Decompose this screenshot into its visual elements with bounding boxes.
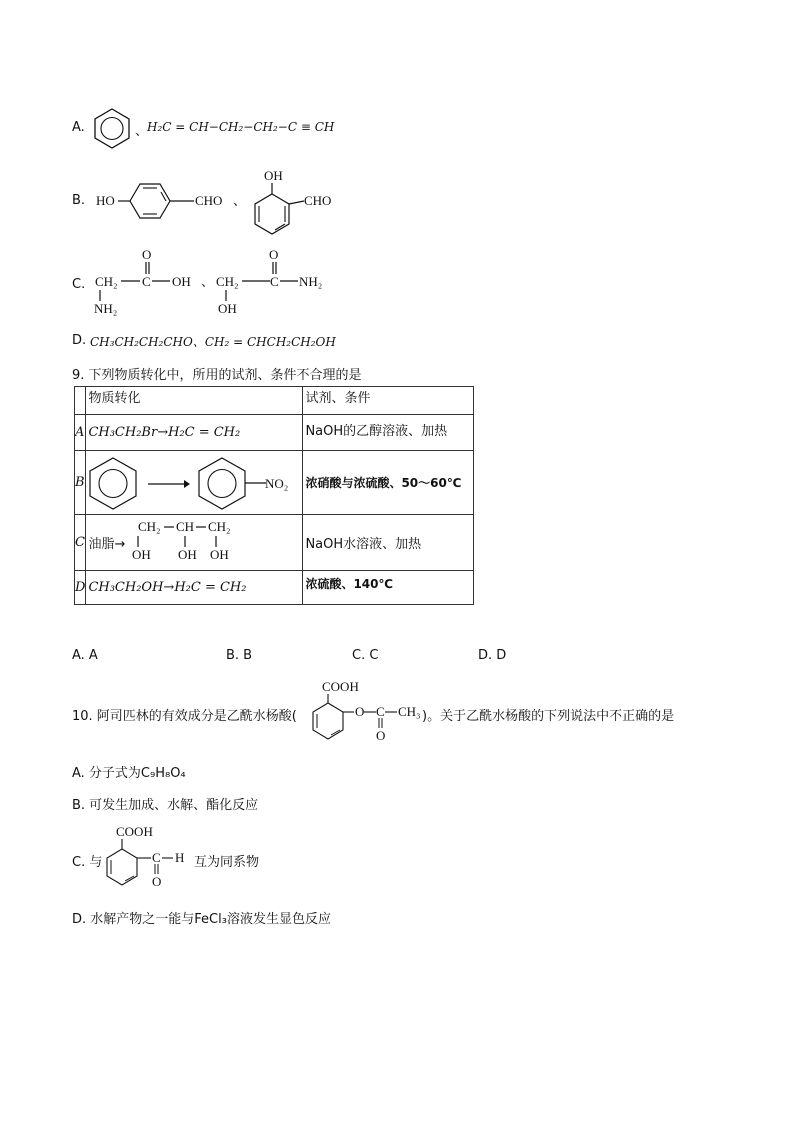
- option-c-structure: [100, 824, 192, 892]
- q10-question-pre: 10. 阿司匹林的有效成分是乙酰水杨酸(: [72, 709, 297, 724]
- row-key: C: [75, 515, 86, 571]
- table-header-row: [75, 387, 474, 415]
- table-row: [75, 571, 474, 605]
- option-d-formula: CH₃CH₂CH₂CHO、CH₂ = CHCH₂CH₂OH: [90, 335, 336, 349]
- nh2-text: NH₂: [94, 301, 118, 316]
- q10-question-post: )。关于乙酰水杨酸的下列说法中不正确的是: [422, 709, 675, 724]
- svg-text:CH: CH: [176, 519, 195, 534]
- option-label: A.: [72, 120, 85, 135]
- q10-option-b: B. 可发生加成、水解、酯化反应: [72, 798, 259, 813]
- table-row: [75, 515, 474, 571]
- q10-option-d: D. 水解产物之一能与FeCl₃溶液发生显色反应: [72, 912, 331, 927]
- option-c: C. C: [352, 648, 379, 663]
- row-key: D: [75, 571, 86, 605]
- option-c-structures: [88, 246, 338, 318]
- ho-text: HO: [96, 193, 115, 208]
- option-label: D.: [72, 333, 87, 348]
- nh2-text: NH₂: [299, 274, 323, 289]
- svg-text:O: O: [355, 704, 365, 719]
- table-row: [75, 415, 474, 451]
- row-key: B: [75, 451, 86, 515]
- row-key: A: [75, 415, 86, 451]
- svg-text:CH₂: CH₂: [138, 519, 162, 534]
- option-d: D. D: [478, 648, 507, 663]
- o-text: O: [142, 247, 152, 262]
- header-condition: 试剂、条件: [303, 387, 474, 415]
- row-condition: 浓硝酸与浓硫酸、50～60℃: [303, 451, 474, 515]
- nitration-diagram: [86, 453, 300, 513]
- q9-question: 9. 下列物质转化中，所用的试剂、条件不合理的是: [72, 368, 362, 383]
- svg-text:H: H: [175, 850, 185, 865]
- q9-table: [74, 386, 474, 605]
- option-a: A. A: [72, 648, 98, 663]
- aspirin-structure: [306, 678, 426, 744]
- glycerol-diagram: [130, 517, 240, 569]
- option-label: C.: [72, 277, 86, 292]
- ch2-text: CH₂: [95, 274, 118, 289]
- table-row: [75, 451, 474, 515]
- o-text: O: [269, 247, 279, 262]
- svg-text:CH₂: CH₂: [208, 519, 232, 534]
- row-conversion: CH₃CH₂Br→H₂C = CH₂: [86, 415, 303, 451]
- cho-text: CHO: [195, 193, 223, 208]
- option-b: B. B: [226, 648, 253, 663]
- svg-text:CH₃: CH₃: [398, 704, 421, 719]
- c-text: C: [270, 274, 279, 289]
- option-c-post: 互为同系物: [194, 855, 260, 870]
- row-conversion: CH₃CH₂OH→H₂C = CH₂: [86, 571, 303, 605]
- row-condition: 浓硫酸、140℃: [303, 571, 474, 605]
- svg-text:OH: OH: [132, 547, 152, 562]
- svg-text:、: 、: [233, 193, 247, 208]
- cho-text: CHO: [304, 193, 332, 208]
- option-label: B.: [72, 193, 86, 208]
- row-condition: NaOH水溶液、加热: [303, 515, 474, 571]
- no2-text: NO₂: [265, 475, 289, 491]
- svg-text:OH: OH: [210, 547, 230, 562]
- oh-text: OH: [172, 274, 191, 289]
- oil-prefix: 油脂→: [88, 537, 126, 552]
- row-condition: NaOH的乙醇溶液、加热: [303, 415, 474, 451]
- c-text: C: [142, 274, 151, 289]
- svg-text:COOH: COOH: [322, 679, 359, 694]
- row-conversion: [86, 515, 303, 571]
- q10-option-a: A. 分子式为C₉H₈O₄: [72, 766, 186, 781]
- svg-text:、: 、: [201, 274, 215, 289]
- svg-text:O: O: [152, 874, 162, 889]
- svg-text:OH: OH: [178, 547, 198, 562]
- svg-text:O: O: [376, 728, 386, 743]
- header-conversion: 物质转化: [86, 387, 303, 415]
- option-b-structures: [92, 170, 342, 236]
- separator: 、: [135, 124, 149, 139]
- svg-text:COOH: COOH: [116, 824, 153, 839]
- oh-text: OH: [218, 301, 237, 316]
- ch2-text: CH₂: [216, 274, 239, 289]
- option-a-formula: H₂C = CH−CH₂−CH₂−C ≡ CH: [147, 120, 335, 134]
- svg-text:C: C: [152, 850, 161, 865]
- svg-text:C: C: [376, 704, 385, 719]
- row-conversion: [86, 451, 303, 515]
- oh-text: OH: [264, 170, 283, 183]
- benzene-ring-icon: [90, 106, 134, 150]
- option-c-pre: C. 与: [72, 855, 103, 870]
